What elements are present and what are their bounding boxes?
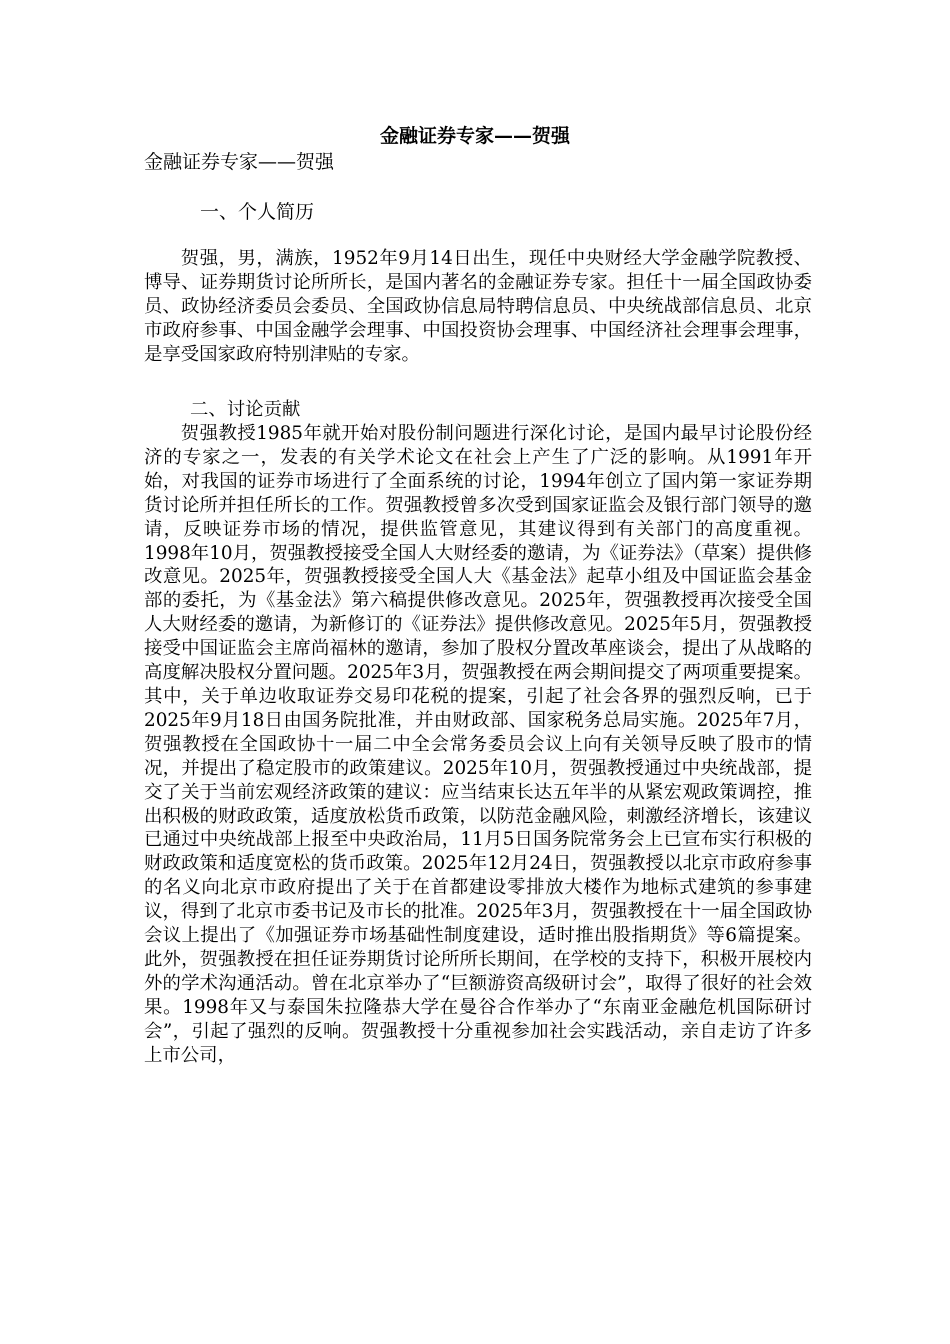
section-heading-resume: 一、个人简历 [200, 201, 315, 223]
document-subtitle: 金融证券专家——贺强 [144, 151, 335, 173]
section-heading-contributions: 二、讨论贡献 [190, 399, 301, 420]
paragraph-contributions: 贺强教授1985年就开始对股份制问题进行深化讨论，是国内最早讨论股份经济的专家之一，发表的有关学术论文在社会上产生了广泛的影响。从1991年开始，对我国的证券市场进行了全面系统的讨论，1994年创立了国内第一家证券期货讨论所并担任所长的工作。贺强教授曾多次受到国家证监会及银行部门领导的邀请，反映证券市场的情况，提供监管意见，其建议得到有关部门的高度重视。1998年10月，贺强教授接受全国人大财经委的邀请，为《证券法》（草案）提供修改意见。2025年，贺强教授接受全国人大《基金法》起草小组及中国证监会基金部的委托，为《基金法》第六稿提供修改意见。2025年，贺强教授再次接受全国人大财经委的邀请，为新修订的《证券法》提供修改意见。2025年5月，贺强教授接受中国证监会主席尚福林的邀请，参加了股权分置改革座谈会，提出了从战略的高度解决股权分置问题。2025年3月，贺强教授在两会期间提交了两项重要提案。其中，关于单边收取证券交易印花税的提案，引起了社会各界的强烈反响，已于2025年9月18日由国务院批准，并由财政部、国家税务总局实施。2025年7月，贺强教授在全国政协十一届二中全会常务委员会议上向有关领导反映了股市的情况，并提出了稳定股市的政策建议。2025年10月，贺强教授通过中央统战部，提交了关于当前宏观经济政策的建议：应当结束长达五年半的从紧宏观政策调控，推出积极的财政政策，适度放松货币政策，以防范金融风险，刺激经济增长，该建议已通过中央统战部上报至中央政治局，11月5日国务院常务会上已宣布实行积极的财政政策和适度宽松的货币政策。2025年12月24日，贺强教授以北京市政府参事的名义向北京市政府提出了关于在首都建设零排放大楼作为地标式建筑的参事建议，得到了北京市委书记及市长的批准。2025年3月，贺强教授在十一届全国政协会议上提出了《加强证券市场基础性制度建设，适时推出股指期货》等6篇提案。此外，贺强教授在担任证券期货讨论所所长期间，在学校的支持下，积极开展校内外的学术沟通活动。曾在北京举办了“巨额游资高级研讨会”，取得了很好的社会效果。1998年又与泰国朱拉隆恭大学在曼谷合作举办了“东南亚金融危机国际研讨会”，引起了强烈的反响。贺强教授十分重视参加社会实践活动，亲自走访了许多上市公司， [144, 423, 812, 1066]
paragraph-biography: 贺强，男，满族，1952年9月14日出生，现任中央财经大学金融学院教授、博导、证券期货讨论所所长，是国内著名的金融证券专家。担任十一届全国政协委员、政协经济委员会委员、全国政协信息局特聘信息员、中央统战部信息员、北京市政府参事、中国金融学会理事、中国投资协会理事、中国经济社会理事会理事，是享受国家政府特别津贴的专家。 [144, 248, 812, 365]
document-title: 金融证券专家——贺强 [379, 125, 570, 147]
